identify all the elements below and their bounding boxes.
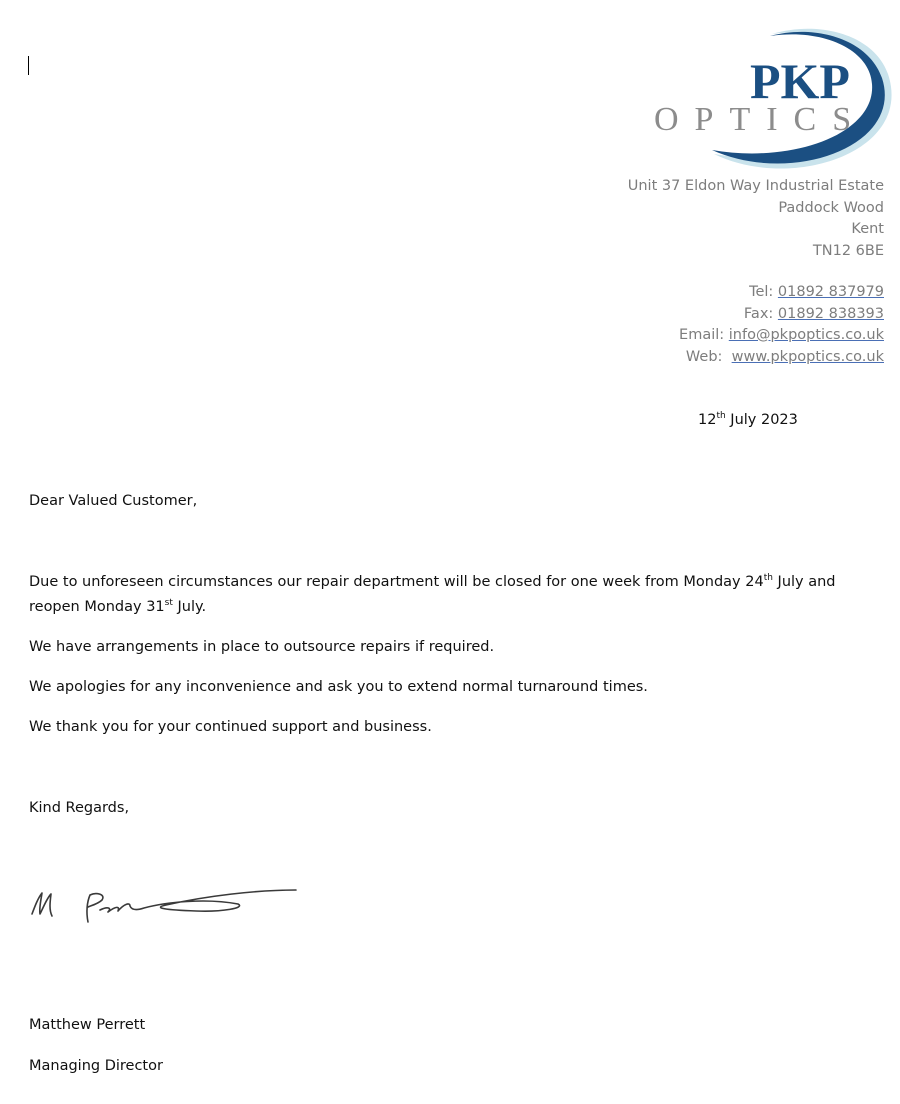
date-day-suffix: th (716, 411, 726, 422)
letter-date (698, 410, 798, 431)
web-line (679, 347, 884, 369)
paragraph-apology: We apologies for any inconvenience and ask you to extend normal turnaround times. (29, 679, 648, 695)
paragraph-text: Due to unforeseen circumstances our repair department will be closed for one week from Monday 24 (29, 574, 764, 590)
signature-letter-p (87, 894, 103, 922)
salutation: Dear Valued Customer, (29, 493, 198, 509)
address-line: TN12 6BE (812, 242, 884, 259)
signer-title: Managing Director (29, 1058, 163, 1074)
closing: Kind Regards, (29, 800, 130, 816)
email-line (679, 325, 884, 347)
email-label: Email: (679, 327, 729, 343)
pkp-optics-logo-icon (642, 22, 894, 174)
address-line: Paddock Wood (778, 199, 884, 216)
date-rest: July 2023 (725, 412, 798, 428)
paragraph-thanks: We thank you for your continued support and business. (29, 719, 432, 735)
address-line: Unit 37 Eldon Way Industrial Estate (627, 178, 884, 194)
company-address (628, 176, 884, 262)
fax-label: Fax: (743, 305, 778, 322)
email-link[interactable]: info@pkpoptics.co.uk (728, 327, 884, 343)
fax-link[interactable]: 01892 838393 (777, 305, 884, 322)
paragraph-outsourcing: We have arrangements in place to outsource repairs if required. (29, 639, 495, 655)
web-label: Web: (685, 348, 732, 365)
paragraph-text: July. (172, 599, 207, 615)
paragraph-text: July and reopen Monday 31 (29, 574, 836, 615)
logo-secondary-text: OPTICS (654, 101, 868, 138)
company-contact (679, 282, 884, 368)
paragraph-closure-notice (29, 570, 889, 620)
ordinal-suffix: st (164, 598, 173, 609)
letter-body (29, 570, 889, 755)
text-cursor (28, 56, 29, 75)
fax-line (679, 304, 884, 326)
signature-tail (100, 890, 296, 912)
tel-line (679, 282, 884, 304)
signature-initial-m (32, 893, 52, 916)
web-link[interactable]: www.pkpoptics.co.uk (731, 348, 884, 365)
ordinal-suffix: th (763, 573, 773, 584)
signature-icon (26, 884, 316, 930)
company-logo (642, 22, 894, 174)
address-line: Kent (851, 221, 884, 237)
date-day: 12 (698, 412, 717, 428)
logo-primary-text: PKP (750, 53, 850, 109)
tel-link[interactable]: 01892 837979 (777, 284, 884, 300)
signer-name: Matthew Perrett (29, 1017, 146, 1033)
handwritten-signature (26, 884, 316, 930)
tel-label: Tel: (749, 284, 778, 300)
